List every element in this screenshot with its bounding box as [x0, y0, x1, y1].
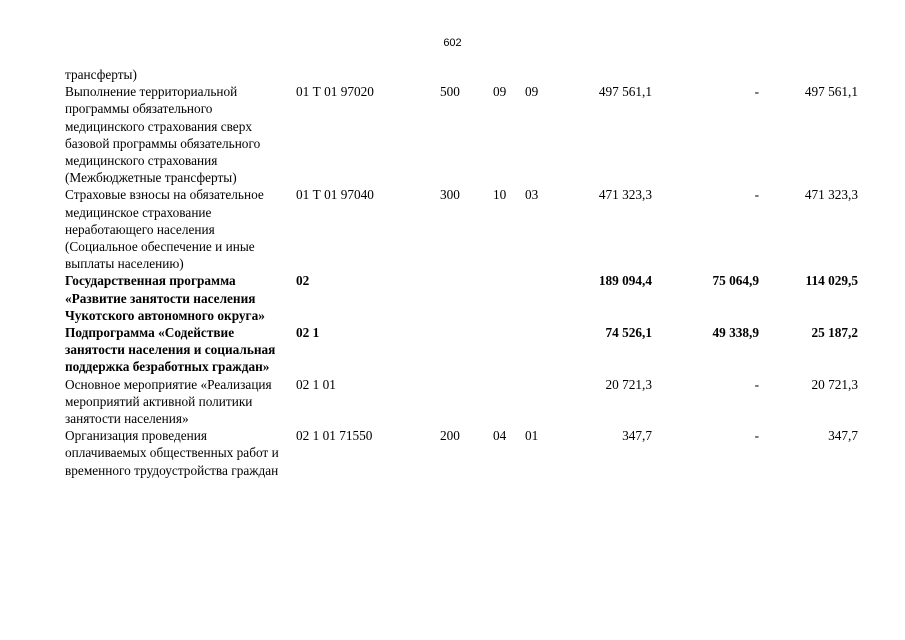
row-regional: 497 561,1: [804, 84, 858, 100]
row-kvr: 300: [440, 187, 460, 203]
row-federal: 49 338,9: [712, 325, 759, 341]
page-number: 602: [443, 37, 462, 49]
row-regional: 471 323,3: [804, 187, 858, 203]
row-total: 74 526,1: [605, 325, 652, 341]
row-name: Организация проведения оплачиваемых общественных работ и временного трудоустройства граждан: [65, 428, 279, 478]
table-row: [65, 66, 865, 83]
row-regional: 347,7: [828, 428, 858, 444]
row-federal: -: [754, 376, 759, 392]
row-regional: 114 029,5: [805, 273, 858, 289]
table-row: [65, 272, 865, 324]
table-row: [65, 376, 865, 428]
row-name: Основное мероприятие «Реализация мероприятий активной политики занятости населения»: [65, 376, 272, 427]
row-name: Выполнение территориальной программы обязательного медицинского страхования сверх базовой программы обязательного медицинского страхования (Межбюджетные трансферты): [65, 84, 261, 186]
row-code: 02: [296, 273, 310, 289]
row-subsection: 01: [525, 428, 539, 444]
row-total: 497 561,1: [598, 84, 652, 100]
row-code: 02 1: [296, 325, 320, 341]
row-regional: 25 187,2: [811, 325, 858, 341]
row-regional: 20 721,3: [811, 376, 858, 392]
table-row: [65, 186, 865, 272]
table-row: [65, 324, 865, 376]
row-subsection: 03: [525, 187, 539, 203]
table-row: [65, 83, 865, 186]
row-federal: -: [754, 428, 759, 444]
row-code: 02 1 01 71550: [296, 428, 373, 444]
row-name: Страховые взносы на обязательное медицинское страхование неработающего населения (Социальное обеспечение и иные выплаты населению): [65, 187, 264, 272]
row-federal: -: [754, 187, 759, 203]
row-name: Подпрограмма «Содействие занятости населения и социальная поддержка безработных граждан»: [65, 325, 276, 375]
row-kvr: 200: [440, 428, 460, 444]
row-kvr: 500: [440, 84, 460, 100]
row-total: 347,7: [622, 428, 652, 444]
table-row: [65, 427, 865, 479]
row-name: трансферты): [65, 67, 137, 82]
row-total: 189 094,4: [598, 273, 652, 289]
budget-table: [65, 66, 865, 479]
row-subsection: 09: [525, 84, 539, 100]
row-federal: 75 064,9: [712, 273, 759, 289]
row-section: 10: [493, 187, 507, 203]
row-section: 09: [493, 84, 507, 100]
row-total: 471 323,3: [598, 187, 652, 203]
row-code: 01 Т 01 97040: [296, 187, 374, 203]
row-federal: -: [754, 84, 759, 100]
row-code: 01 Т 01 97020: [296, 84, 374, 100]
row-section: 04: [493, 428, 507, 444]
row-total: 20 721,3: [605, 376, 652, 392]
row-name: Государственная программа «Развитие занятости населения Чукотского автономного округа»: [65, 273, 265, 323]
row-code: 02 1 01: [296, 376, 336, 392]
